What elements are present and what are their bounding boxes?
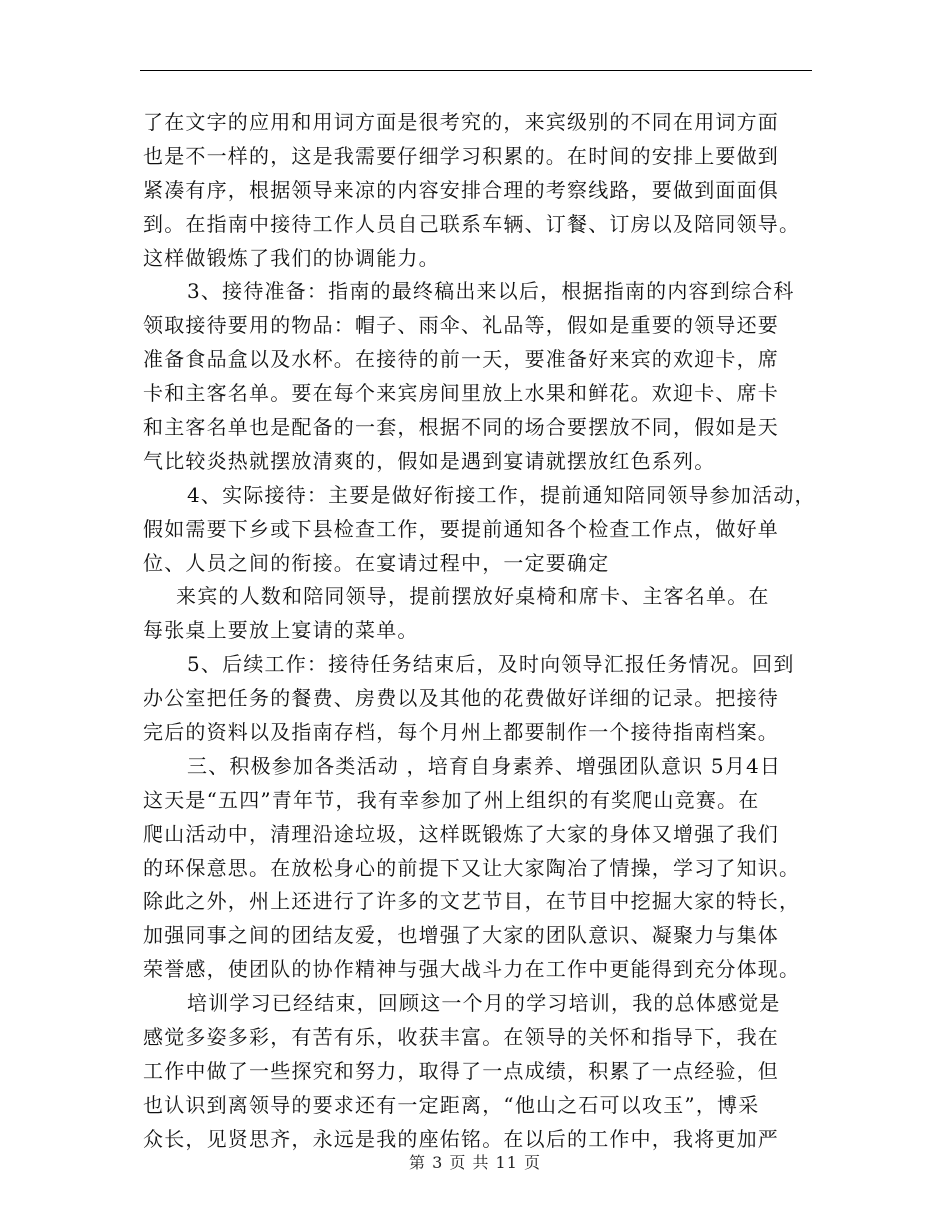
- paragraph-start: 5、后续工作：接待任务结束后，及时向领导汇报任务情况。回到: [187, 652, 795, 677]
- page-number-footer: 第 3 页 共 11 页: [409, 1153, 541, 1172]
- body-line: 办公室把任务的餐费、房费以及其他的花费做好详细的记录。把接待: [143, 686, 779, 711]
- body-line: 感觉多姿多彩，有苦有乐，收获丰富。在领导的关怀和指导下，我在: [143, 1025, 779, 1050]
- body-line: 气比较炎热就摆放清爽的，假如是遇到宴请就摆放红色系列。: [143, 448, 716, 473]
- paragraph-start: 来宾的人数和陪同领导，提前摆放好桌椅和席卡、主客名单。在: [176, 584, 770, 609]
- body-line: 位、人员之间的衔接。在宴请过程中，一定要确定: [143, 550, 610, 575]
- body-line: 每张桌上要放上宴请的菜单。: [143, 618, 419, 643]
- body-line: 领取接待要用的物品：帽子、雨伞、礼品等，假如是重要的领导还要: [143, 313, 779, 338]
- body-line: 这样做锻炼了我们的协调能力。: [143, 245, 440, 270]
- header-rule: [140, 70, 812, 71]
- body-line: 也认识到离领导的要求还有一定距离，“他山之石可以攻玉”，博采: [143, 1092, 760, 1117]
- body-line: 加强同事之间的团结友爱，也增强了大家的团队意识、凝聚力与集体: [143, 923, 779, 948]
- body-line: 也是不一样的，这是我需要仔细学习积累的。在时间的安排上要做到: [143, 143, 779, 168]
- body-line: 众长，见贤思齐，永远是我的座佑铭。在以后的工作中，我将更加严: [143, 1126, 779, 1151]
- body-line: 准备食品盒以及水杯。在接待的前一天，要准备好来宾的欢迎卡，席: [143, 347, 779, 372]
- body-line: 爬山活动中，清理沿途垃圾，这样既锻炼了大家的身体又增强了我们: [143, 821, 779, 846]
- paragraph-start: 3、接待准备：指南的最终稿出来以后，根据指南的内容到综合科: [187, 279, 795, 304]
- body-line: 了在文字的应用和用词方面是很考究的，来宾级别的不同在用词方面: [143, 110, 779, 134]
- body-line: 完后的资料以及指南存档，每个月州上都要制作一个接待指南档案。: [143, 720, 779, 745]
- body-line: 的环保意思。在放松身心的前提下又让大家陶冶了情操，学习了知识。: [143, 855, 801, 880]
- body-line: 和主客名单也是配备的一套，根据不同的场合要摆放不同，假如是天: [143, 415, 779, 440]
- body-line: 这天是“五四”青年节，我有幸参加了州上组织的有奖爬山竞赛。在: [143, 787, 760, 812]
- body-line: 假如需要下乡或下县检查工作，要提前通知各个检查工作点，做好单: [143, 516, 779, 541]
- body-line: 卡和主客名单。要在每个来宾房间里放上水果和鲜花。欢迎卡、席卡: [143, 381, 779, 406]
- document-body: [143, 106, 823, 1157]
- body-line: 工作中做了一些探究和努力，取得了一点成绩，积累了一点经验，但: [143, 1058, 779, 1083]
- body-line: 荣誉感，使团队的协作精神与强大战斗力在工作中更能得到充分体现。: [143, 957, 801, 982]
- paragraph-start: 三、积极参加各类活动 ，培育自身素养、增强团队意识 5月4日: [187, 753, 782, 778]
- body-line: 除此之外，州上还进行了许多的文艺节目，在节目中挖掘大家的特长，: [143, 889, 801, 914]
- paragraph-start: 4、实际接待：主要是做好衔接工作，提前通知陪同领导参加活动，: [187, 482, 816, 507]
- body-line: 到。在指南中接待工作人员自己联系车辆、订餐、订房以及陪同领导。: [143, 211, 801, 236]
- paragraph-start: 培训学习已经结束，回顾这一个月的学习培训，我的总体感觉是: [187, 991, 781, 1016]
- body-line: 紧凑有序，根据领导来凉的内容安排合理的考察线路，要做到面面俱: [143, 177, 779, 202]
